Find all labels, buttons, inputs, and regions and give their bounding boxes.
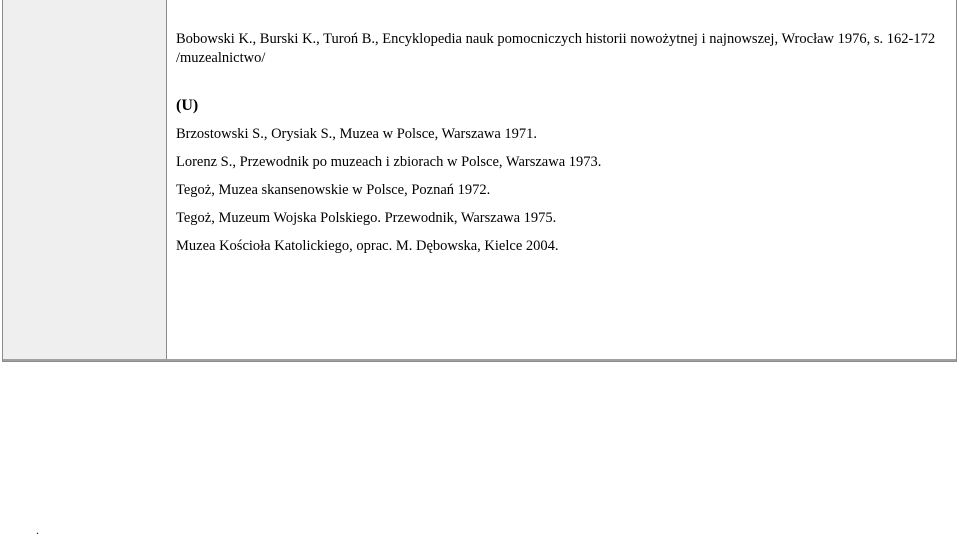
- list-item: Tegoż, Muzeum Wojska Polskiego. Przewodnik, Warszawa 1975.: [176, 210, 557, 226]
- list-item: Muzea Kościoła Katolickiego, oprac. M. Dębowska, Kielce 2004.: [176, 238, 559, 254]
- reference-list: [176, 125, 601, 265]
- list-item: Lorenz S., Przewodnik po muzeach i zbiorach w Polsce, Warszawa 1973.: [176, 154, 602, 170]
- page-marker: .: [36, 523, 39, 537]
- section-label: (U): [176, 97, 199, 114]
- bibliography-table: [2, 0, 957, 362]
- table-label-cell: [3, 0, 167, 361]
- table-content-cell: [167, 0, 956, 361]
- intro-reference: Bobowski K., Burski K., Turoń B., Encyklopedia nauk pomocniczych historii nowożytnej i najnowszej, Wrocław 1976, s. 162-172 /muzealnictwo/: [176, 31, 936, 66]
- table-bottom-rule: [3, 359, 956, 361]
- list-item: Brzostowski S., Orysiak S., Muzea w Polsce, Warszawa 1971.: [176, 126, 538, 142]
- list-item: Tegoż, Muzea skansenowskie w Polsce, Poznań 1972.: [176, 182, 491, 198]
